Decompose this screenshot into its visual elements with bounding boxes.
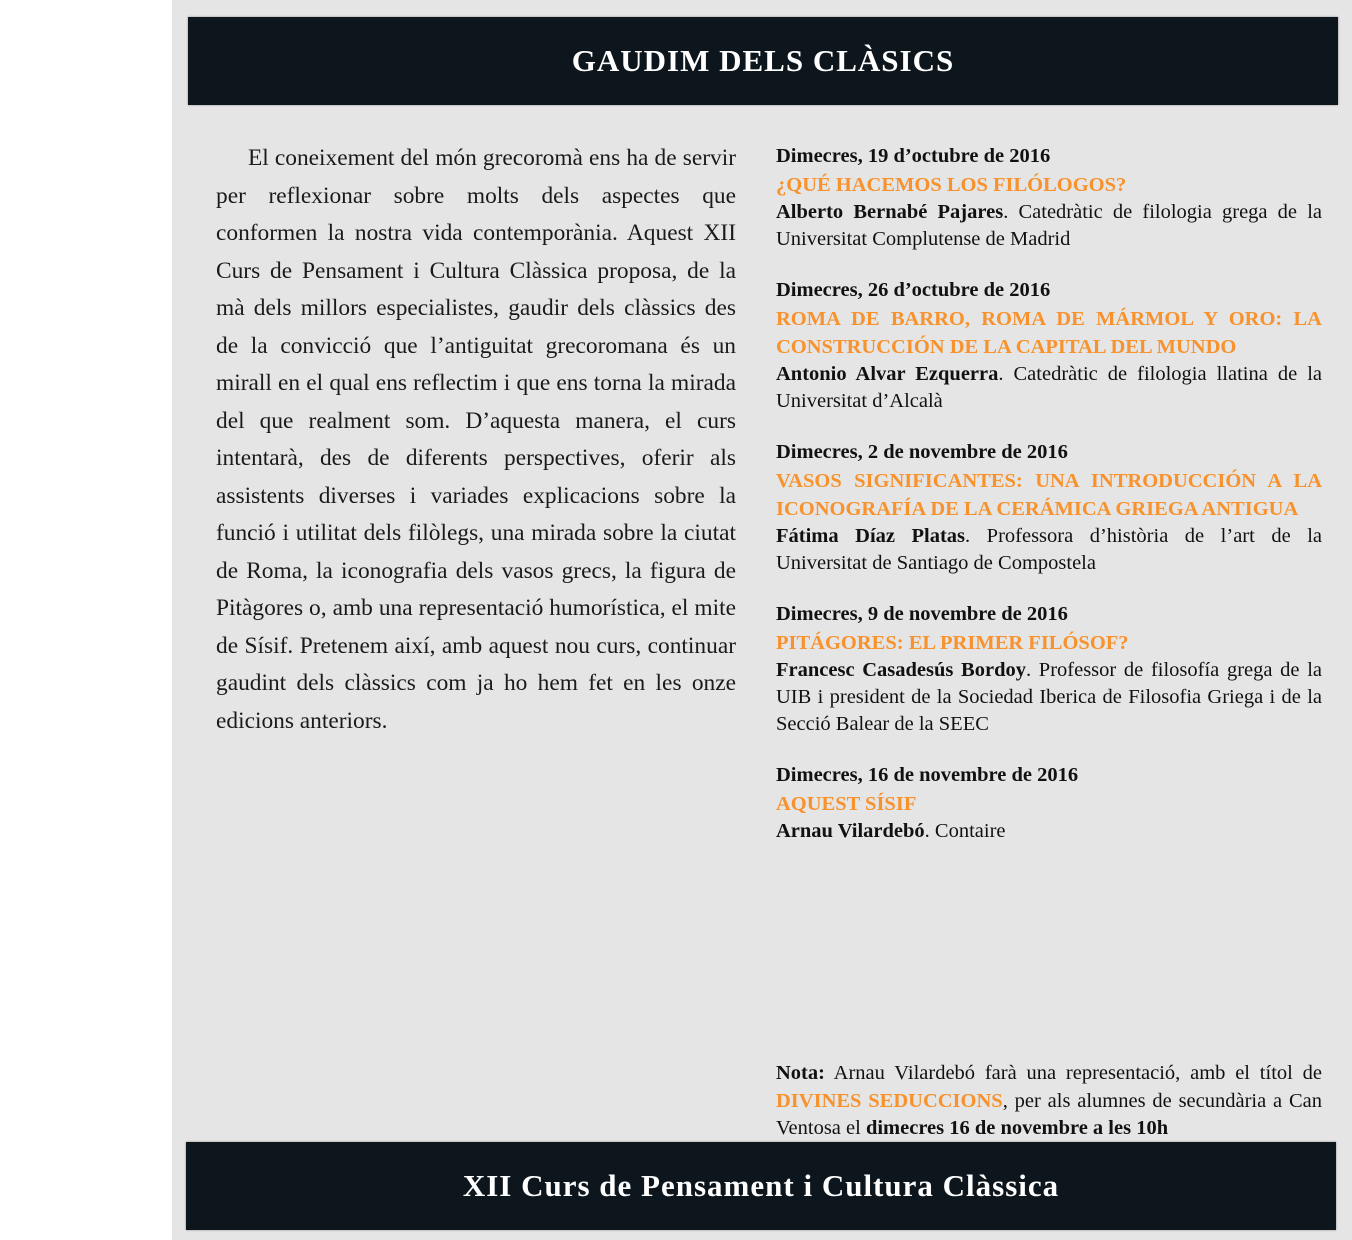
note-paragraph [776, 1060, 1322, 1143]
event-speaker-role: . Catedràtic de filologia grega de la Universitat Complutense de Madrid [776, 201, 1322, 250]
event-date: Dimecres, 19 d’octubre de 2016 [776, 145, 1051, 167]
event-description [776, 818, 1322, 845]
event-description [776, 361, 1322, 415]
intro-paragraph: El coneixement del món grecoromà ens ha de servir per reflexionar sobre molts dels aspectes que conformen la nostra vida contemporània. Aquest XII Curs de Pensament i Cultura Clàssica proposa, de la mà dels millors especialistes, gaudir dels clàssics des de la convicció que l’antiguitat grecoromana és un mirall en el qual ens reflectim i que ens torna la mirada del que realment som. D’aquesta manera, el curs intentarà, des de diferents perspectives, oferir als assistents diverses i variades explicacions sobre la funció i utilitat dels filòlegs, una mirada sobre la ciutat de Roma, la iconografia dels vasos grecs, la figura de Pitàgores o, amb una representació humorística, el mite de Sísif. Pretenem així, amb aquest nou curs, continuar gaudint dels clàssics com ja ho hem fet en les onze edicions anteriors. [216, 145, 736, 734]
event-title: AQUEST SÍSIF [776, 793, 917, 815]
note-label: Nota: [776, 1062, 825, 1084]
note-text: Arnau Vilardebó farà una representació, amb el títol de [824, 1062, 1322, 1084]
event-item [776, 760, 1322, 845]
event-description [776, 657, 1322, 738]
event-date: Dimecres, 26 d’octubre de 2016 [776, 279, 1051, 301]
event-title: ¿QUÉ HACEMOS LOS FILÓLOGOS? [776, 174, 1127, 196]
note-highlight-title: DIVINES SEDUCCIONS [776, 1089, 1003, 1112]
event-title: ROMA DE BARRO, ROMA DE MÁRMOL Y ORO: LA CONSTRUCCIÓN DE LA CAPITAL DEL MUNDO [776, 308, 1322, 358]
event-description [776, 199, 1322, 253]
event-speaker-role: . Contaire [924, 820, 1006, 842]
event-item [776, 599, 1322, 738]
note-date-time: dimecres 16 de novembre a les 10h [865, 1117, 1169, 1139]
event-speaker-role: . Professora d’història de l’art de la Universitat de Santiago de Compostela [776, 525, 1322, 574]
events-list [776, 141, 1322, 867]
event-item [776, 275, 1322, 415]
event-item [776, 437, 1322, 577]
event-description [776, 523, 1322, 577]
event-title: PITÁGORES: EL PRIMER FILÓSOF? [776, 632, 1129, 654]
event-speaker-role: . Professor de filosofía grega de la UIB i president de la Sociedad Iberica de Filosofia Griega i de la Secció Balear de la SEEC [776, 659, 1322, 735]
header-banner [188, 17, 1338, 105]
note-text: , per als alumnes de secundària a Can Ventosa el [776, 1089, 1322, 1139]
event-speaker: Fátima Díaz Platas [776, 525, 966, 547]
footer-title: XII Curs de Pensament i Cultura Clàssica [462, 1168, 1060, 1203]
event-item [776, 141, 1322, 253]
event-speaker-role: . Catedràtic de filologia llatina de la Universitat d’Alcalà [776, 363, 1322, 412]
event-title: VASOS SIGNIFICANTES: UNA INTRODUCCIÓN A LA ICONOGRAFÍA DE LA CERÁMICA GRIEGA ANTIGUA [776, 470, 1322, 520]
event-speaker: Antonio Alvar Ezquerra [776, 363, 999, 385]
event-speaker: Arnau Vilardebó [776, 820, 925, 842]
event-date: Dimecres, 9 de novembre de 2016 [776, 603, 1068, 625]
event-date: Dimecres, 16 de novembre de 2016 [776, 764, 1079, 786]
event-speaker: Francesc Casadesús Bordoy [776, 659, 1026, 681]
footer-banner [186, 1142, 1336, 1230]
event-date: Dimecres, 2 de novembre de 2016 [776, 441, 1068, 463]
header-title: GAUDIM DELS CLÀSICS [571, 43, 955, 78]
event-speaker: Alberto Bernabé Pajares [776, 201, 1004, 223]
page [172, 0, 1352, 1240]
